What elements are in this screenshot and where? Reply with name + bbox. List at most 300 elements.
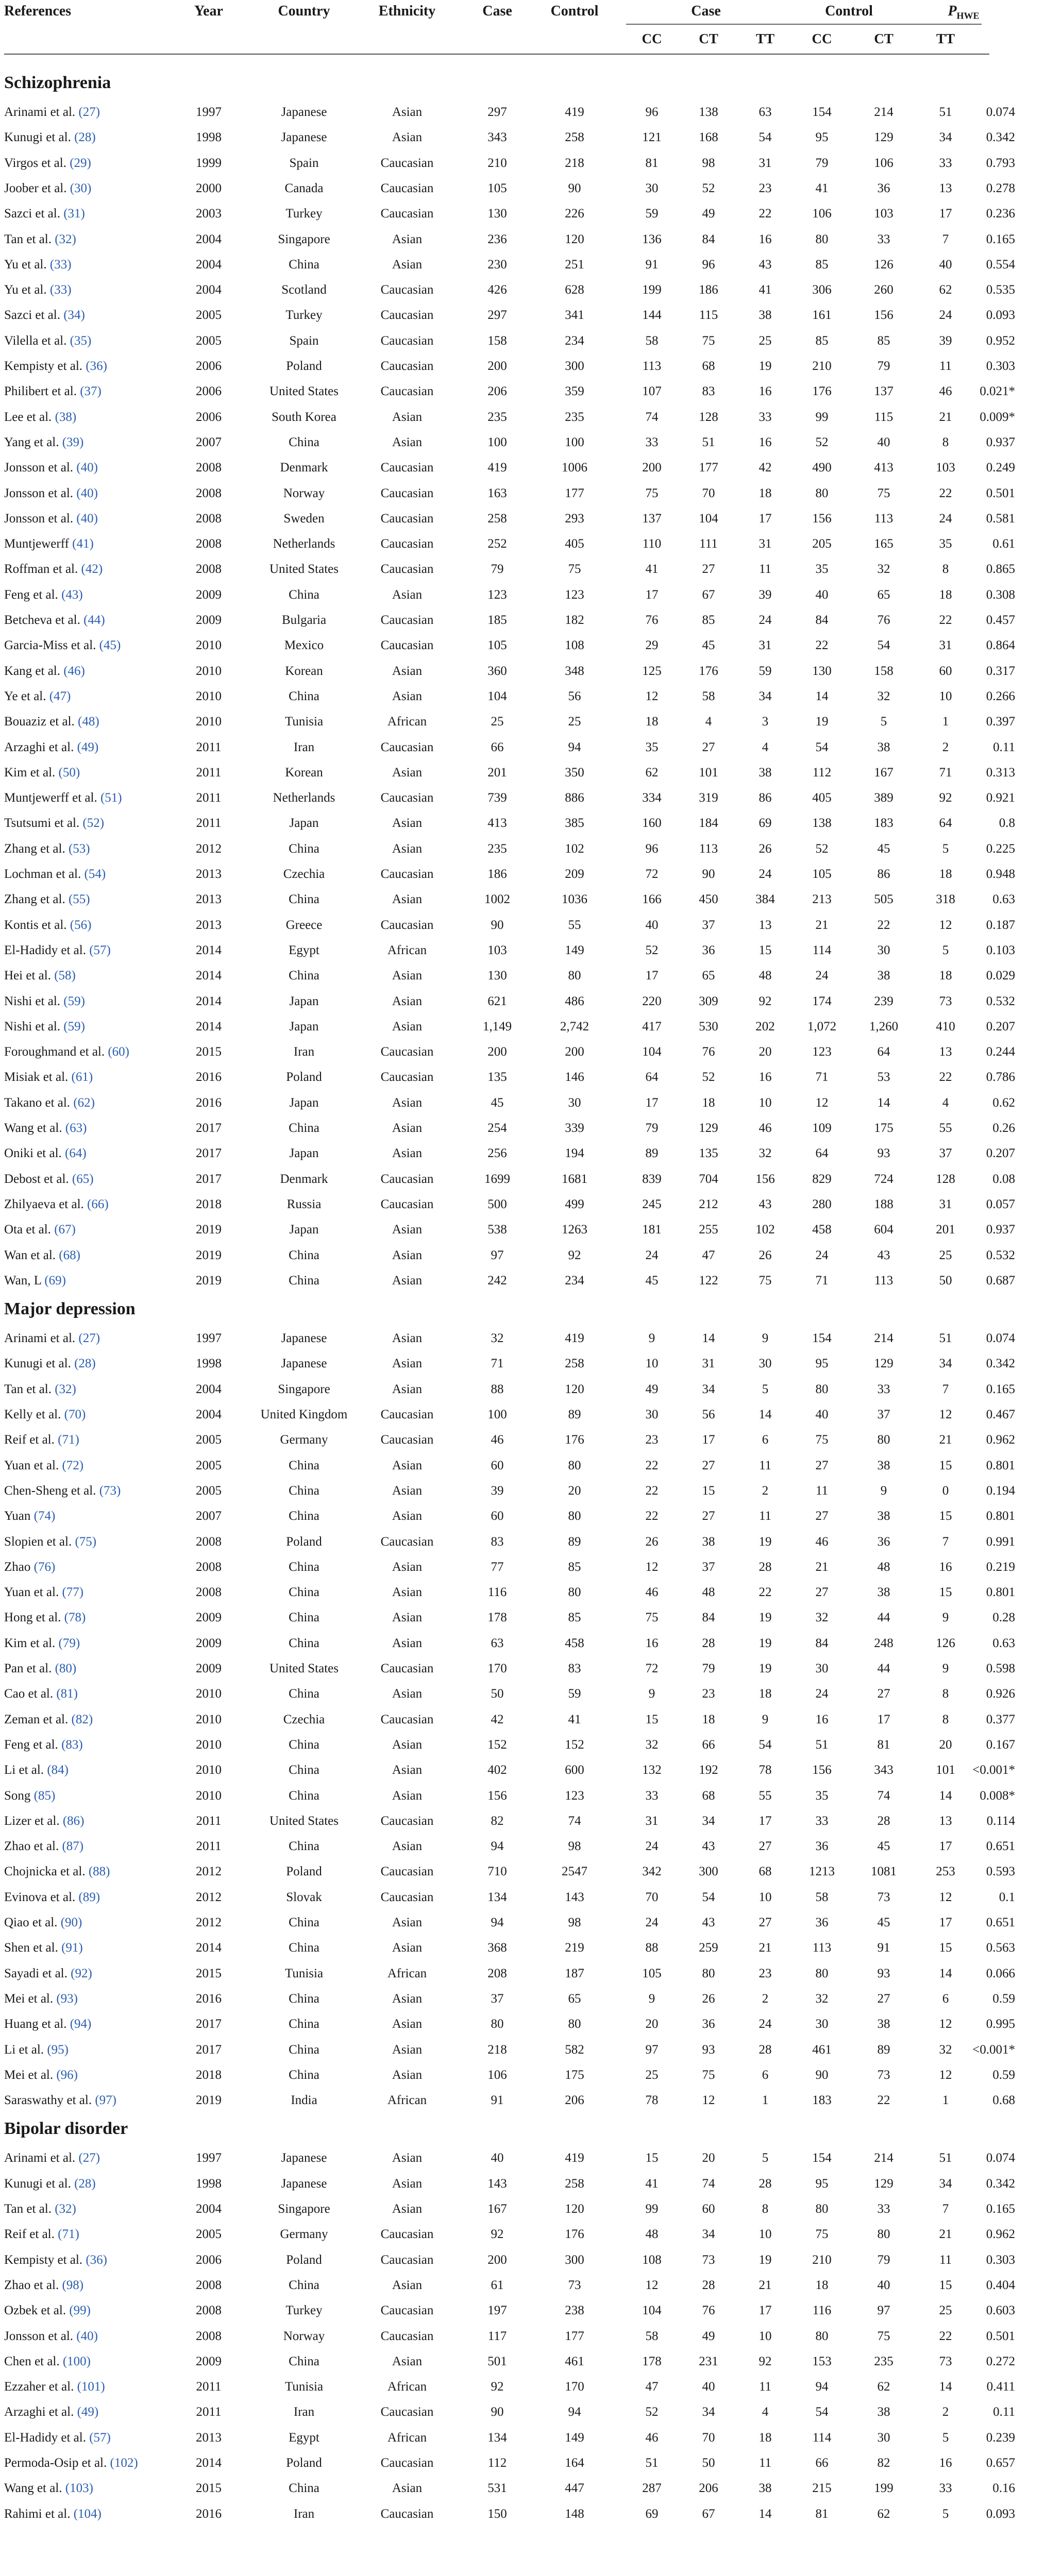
citation-link[interactable]: (71) (58, 2227, 79, 2242)
table-row (0, 252, 1045, 278)
cell-ct2: 38 (877, 1458, 890, 1472)
cell-tt2: 14 (939, 1788, 952, 1803)
cell-tt1: 11 (759, 1458, 772, 1472)
cell-p: 0.114 (986, 1814, 1015, 1828)
cell-case: 42 (491, 1712, 504, 1726)
citation-link[interactable]: (70) (64, 1408, 86, 1421)
cell-cc2: 24 (815, 969, 829, 983)
citation-link[interactable]: (28) (74, 1357, 96, 1371)
cell-country: China (289, 841, 319, 856)
cell-cc1: 72 (645, 1662, 659, 1675)
cell-cc1: 62 (645, 765, 659, 779)
citation-link[interactable]: (40) (76, 461, 98, 475)
cell-case: 197 (487, 2303, 507, 2318)
citation-link[interactable]: (77) (62, 1585, 84, 1600)
cell-ct1: 450 (699, 892, 718, 907)
cell-ct1: 67 (702, 587, 715, 602)
cell-ct2: 45 (877, 1916, 890, 1929)
citation-link[interactable]: (60) (108, 1045, 130, 1059)
reference-cell (4, 1732, 83, 1758)
cell-ct1: 43 (702, 1839, 715, 1854)
cell-cc1: 199 (642, 283, 662, 297)
cell-cc2: 30 (815, 2017, 829, 2031)
citation-link[interactable]: (89) (78, 1890, 100, 1904)
citation-link[interactable]: (39) (62, 435, 84, 449)
section-title: Major depression (4, 1299, 136, 1319)
citation-link[interactable]: (30) (70, 181, 92, 195)
cell-cc2: 215 (812, 2481, 832, 2496)
cell-year: 2009 (196, 1611, 222, 1625)
cell-ct2: 73 (877, 1890, 890, 1904)
cell-country: Spain (289, 333, 319, 348)
reference-cell (4, 887, 90, 912)
cell-cc2: 58 (815, 1890, 829, 1904)
citation-link[interactable]: (82) (71, 1712, 93, 1726)
cell-year: 2010 (196, 715, 222, 729)
citation-link[interactable]: (31) (63, 207, 85, 221)
citation-link[interactable]: (61) (71, 1070, 93, 1084)
cell-cc1: 88 (645, 1941, 659, 1955)
cell-tt1: 48 (759, 969, 772, 983)
cell-tt2: 18 (939, 969, 952, 983)
citation-link[interactable]: (59) (63, 994, 85, 1008)
citation-link[interactable]: (102) (110, 2456, 138, 2470)
table-row (0, 989, 1045, 1014)
cell-year: 2004 (196, 257, 222, 272)
cell-year: 2007 (196, 435, 222, 449)
cell-cc2: 79 (815, 156, 829, 170)
citation-link[interactable]: (84) (47, 1763, 69, 1777)
cell-case: 167 (487, 2202, 507, 2216)
citation-link[interactable]: (99) (69, 2303, 91, 2318)
citation-link[interactable]: (95) (47, 2042, 69, 2057)
author: Lee et al. (4, 410, 52, 424)
cell-case: 531 (487, 2481, 507, 2496)
author: Lizer et al. (4, 1814, 60, 1828)
cell-year: 2008 (196, 2278, 222, 2292)
cell-cc1: 22 (645, 1483, 659, 1498)
cell-ct1: 76 (702, 2303, 715, 2318)
table-row (0, 1986, 1045, 2012)
table-row (0, 760, 1045, 786)
cell-case: 123 (487, 587, 507, 602)
cell-country: India (291, 2093, 317, 2108)
citation-link[interactable]: (93) (56, 1991, 78, 2006)
author: Reif et al. (4, 2227, 55, 2242)
cell-ct2: 38 (877, 1509, 890, 1523)
citation-link[interactable]: (81) (56, 1687, 78, 1701)
cell-p: 0.937 (986, 1223, 1015, 1237)
citation-link[interactable]: (86) (62, 1814, 85, 1828)
cell-case: 256 (487, 1146, 507, 1161)
cell-case: 130 (487, 969, 507, 983)
cell-tt1: 28 (759, 1560, 772, 1574)
cell-eth: Asian (392, 969, 423, 983)
cell-control: 582 (565, 2042, 584, 2057)
cell-p: 0.554 (986, 257, 1015, 272)
cell-eth: Asian (392, 1483, 423, 1498)
citation-link[interactable]: (56) (70, 918, 92, 932)
cell-cc1: 110 (642, 537, 662, 551)
cell-tt2: 5 (942, 2506, 949, 2521)
cell-country: China (289, 1248, 319, 1262)
citation-link[interactable]: (72) (62, 1458, 84, 1472)
citation-link[interactable]: (48) (78, 715, 99, 729)
citation-link[interactable]: (94) (70, 2017, 92, 2031)
table-row (0, 1478, 1045, 1504)
citation-link[interactable]: (55) (68, 892, 90, 907)
cell-cc1: 20 (645, 2017, 659, 2031)
citation-link[interactable]: (36) (86, 2252, 107, 2267)
reference-cell (4, 1402, 86, 1428)
citation-link[interactable]: (41) (72, 537, 94, 551)
cell-cc2: 36 (815, 1916, 829, 1929)
cell-control: 339 (565, 1121, 584, 1135)
author: Yu et al. (4, 283, 47, 297)
cell-control: 258 (565, 130, 584, 145)
cell-country: Japanese (281, 130, 327, 145)
cell-tt2: 2 (942, 740, 949, 754)
table-row (0, 1580, 1045, 1605)
cell-tt1: 19 (759, 359, 772, 373)
cell-eth: Caucasian (380, 537, 434, 551)
table-row (0, 556, 1045, 582)
cell-ct2: 214 (874, 1331, 894, 1346)
cell-tt1: 5 (762, 1382, 769, 1396)
cell-eth: African (387, 2380, 427, 2394)
citation-link[interactable]: (40) (76, 486, 98, 500)
cell-cc1: 64 (645, 1070, 659, 1084)
citation-link[interactable]: (63) (65, 1121, 87, 1135)
cell-ct1: 186 (699, 283, 718, 297)
cell-ct2: 36 (877, 181, 890, 195)
cell-control: 359 (565, 384, 584, 399)
cell-tt1: 75 (759, 1273, 772, 1287)
author: Chojnicka et al. (4, 1865, 86, 1879)
citation-link[interactable]: (47) (49, 689, 71, 703)
citation-link[interactable]: (80) (55, 1662, 77, 1675)
cell-country: Japanese (281, 1357, 327, 1371)
cell-year: 2013 (196, 918, 222, 932)
cell-country: Mexico (284, 638, 324, 653)
cell-cc1: 839 (642, 1172, 662, 1186)
citation-link[interactable]: (34) (63, 308, 85, 323)
cell-case: 79 (491, 562, 504, 577)
citation-link[interactable]: (40) (76, 511, 98, 526)
author: Ota et al. (4, 1223, 51, 1237)
cell-ct1: 52 (702, 181, 715, 195)
citation-link[interactable]: (27) (78, 105, 100, 119)
cell-year: 2010 (196, 1763, 222, 1777)
cell-year: 2015 (196, 2481, 222, 2496)
cell-control: 234 (565, 1273, 584, 1287)
citation-link[interactable]: (49) (77, 2405, 99, 2419)
citation-link[interactable]: (57) (89, 943, 111, 957)
cell-control: 350 (565, 765, 584, 779)
cell-eth: Caucasian (380, 2456, 434, 2470)
author: Oniki et al. (4, 1146, 62, 1161)
cell-ct1: 192 (699, 1763, 718, 1777)
citation-link[interactable]: (90) (60, 1916, 82, 1929)
cell-p: 0.11 (993, 2405, 1015, 2419)
citation-link[interactable]: (33) (49, 283, 72, 297)
cell-tt1: 33 (759, 410, 772, 424)
citation-link[interactable]: (37) (80, 384, 102, 399)
author: Kunugi et al. (4, 1357, 71, 1371)
cell-year: 2008 (196, 1534, 222, 1549)
citation-link[interactable]: (101) (77, 2380, 105, 2394)
cell-ct1: 36 (702, 943, 715, 957)
citation-link[interactable]: (27) (78, 1331, 100, 1346)
cell-eth: Caucasian (380, 2227, 434, 2242)
citation-link[interactable]: (52) (82, 816, 105, 831)
citation-link[interactable]: (64) (65, 1146, 87, 1161)
citation-link[interactable]: (104) (73, 2506, 102, 2521)
cell-p: 0.278 (986, 181, 1015, 195)
table-row (0, 1605, 1045, 1631)
cell-year: 2009 (196, 1662, 222, 1675)
cell-control: 94 (568, 740, 581, 754)
cell-case: 218 (487, 2042, 507, 2057)
citation-link[interactable]: (87) (62, 1839, 84, 1854)
reference-cell (4, 2247, 107, 2273)
citation-link[interactable]: (28) (74, 2176, 96, 2191)
citation-link[interactable]: (38) (55, 410, 77, 424)
citation-link[interactable]: (59) (63, 1019, 85, 1033)
cell-tt2: 8 (942, 435, 949, 449)
reference-cell (4, 1115, 87, 1141)
cell-case: 66 (491, 740, 504, 754)
reference-cell (4, 1268, 66, 1294)
cell-ct2: 44 (877, 1611, 890, 1625)
cell-year: 1998 (196, 2176, 222, 2191)
cell-tt1: 21 (759, 2278, 772, 2292)
citation-link[interactable]: (92) (71, 1966, 92, 1980)
cell-ct2: 137 (874, 384, 894, 399)
cell-p: 0.236 (986, 207, 1015, 221)
cell-p: 0.093 (986, 308, 1015, 323)
citation-link[interactable]: (100) (62, 2354, 91, 2368)
cell-cc1: 97 (645, 2042, 659, 2057)
reference-cell (4, 810, 104, 836)
cell-eth: Asian (392, 1560, 423, 1574)
author: Wang et al. (4, 2481, 62, 2496)
cell-cc1: 41 (645, 2176, 659, 2191)
cell-eth: Asian (392, 2202, 423, 2216)
cell-p: 0.08 (992, 1172, 1015, 1186)
cell-tt1: 14 (759, 1408, 772, 1421)
cell-country: China (289, 2354, 319, 2368)
citation-link[interactable]: (58) (54, 969, 76, 983)
citation-link[interactable]: (85) (33, 1788, 56, 1803)
header-subrule (626, 24, 982, 25)
cell-ct2: 14 (877, 1095, 890, 1110)
citation-link[interactable]: (75) (75, 1534, 97, 1549)
author: Jonsson et al. (4, 511, 74, 526)
cell-year: 2011 (196, 1814, 222, 1828)
cell-eth: Caucasian (380, 1534, 434, 1549)
citation-link[interactable]: (69) (44, 1273, 66, 1287)
citation-link[interactable]: (35) (70, 333, 92, 348)
cell-ct1: 34 (702, 1382, 715, 1396)
citation-link[interactable]: (32) (55, 2202, 76, 2216)
table-row (0, 2273, 1045, 2298)
citation-link[interactable]: (44) (83, 613, 105, 627)
citation-link[interactable]: (88) (88, 1865, 110, 1879)
cell-ct2: 38 (877, 2405, 890, 2419)
cell-cc2: 16 (815, 1712, 829, 1726)
cell-tt1: 38 (759, 2481, 772, 2496)
cell-tt1: 16 (759, 435, 772, 449)
reference-cell (4, 1529, 96, 1555)
cell-ct2: 604 (874, 1223, 894, 1237)
citation-link[interactable]: (32) (55, 1382, 76, 1396)
citation-link[interactable]: (66) (87, 1197, 109, 1211)
cell-year: 2014 (196, 1019, 222, 1033)
cell-cc1: 48 (645, 2227, 659, 2242)
cell-case: 538 (487, 1223, 507, 1237)
cell-year: 2012 (196, 1916, 222, 1929)
cell-case: 143 (487, 2176, 507, 2191)
cell-p: 0.532 (986, 1248, 1015, 1262)
reference-cell (4, 1808, 84, 1834)
cell-country: Japanese (281, 105, 327, 119)
cell-ct1: 37 (702, 1560, 715, 1574)
cell-control: 25 (568, 715, 581, 729)
citation-link[interactable]: (49) (77, 740, 99, 754)
cell-year: 2010 (196, 638, 222, 653)
table-row (0, 2196, 1045, 2222)
citation-link[interactable]: (27) (78, 2151, 100, 2165)
cell-cc1: 12 (645, 2278, 659, 2292)
cell-tt2: 13 (939, 1045, 952, 1059)
citation-link[interactable]: (83) (61, 1737, 83, 1752)
citation-link[interactable]: (51) (100, 791, 122, 805)
cell-control: 56 (568, 689, 581, 703)
author: Bouaziz et al. (4, 715, 75, 729)
citation-link[interactable]: (33) (49, 257, 72, 272)
cell-tt2: 37 (939, 1146, 952, 1161)
cell-control: 341 (565, 308, 584, 323)
citation-link[interactable]: (53) (68, 841, 90, 856)
citation-link[interactable]: (96) (56, 2067, 78, 2082)
table-row (0, 328, 1045, 354)
reference-cell (4, 1783, 55, 1809)
citation-link[interactable]: (67) (54, 1223, 76, 1237)
cell-cc2: 64 (815, 1146, 829, 1161)
cell-tt1: 11 (759, 2380, 772, 2394)
cell-year: 2013 (196, 2430, 222, 2445)
citation-link[interactable]: (46) (63, 664, 85, 678)
author: Wang et al. (4, 1121, 62, 1135)
citation-link[interactable]: (76) (33, 1560, 56, 1574)
cell-case: 178 (487, 1611, 507, 1625)
table-row (0, 481, 1045, 506)
cell-p: 0.021* (980, 384, 1015, 399)
cell-case: 501 (487, 2354, 507, 2368)
citation-link[interactable]: (73) (99, 1483, 121, 1498)
cell-tt1: 27 (759, 1839, 772, 1854)
citation-link[interactable]: (45) (99, 638, 121, 653)
cell-case: 150 (487, 2506, 507, 2521)
citation-link[interactable]: (68) (59, 1248, 80, 1262)
reference-cell (4, 2450, 138, 2476)
author: Tan et al. (4, 232, 52, 246)
cell-control: 148 (565, 2506, 584, 2521)
cell-p: 0.991 (986, 1534, 1015, 1549)
cell-eth: Asian (392, 1991, 423, 2006)
cell-p: 0.1 (999, 1890, 1015, 1904)
citation-link[interactable]: (62) (73, 1095, 95, 1110)
cell-cc1: 69 (645, 2506, 659, 2521)
citation-link[interactable]: (65) (72, 1172, 94, 1186)
citation-link[interactable]: (78) (64, 1611, 86, 1625)
author: Chen-Sheng et al. (4, 1483, 96, 1498)
cell-case: 60 (491, 1509, 504, 1523)
citation-link[interactable]: (36) (86, 359, 107, 373)
citation-link[interactable]: (54) (84, 867, 106, 881)
reference-cell (4, 633, 121, 658)
citation-link[interactable]: (98) (62, 2278, 84, 2292)
cell-p: 0.16 (992, 2481, 1015, 2496)
cell-eth: Caucasian (380, 333, 434, 348)
cell-eth: Asian (392, 1382, 423, 1396)
table-row (0, 455, 1045, 481)
cell-cc1: 32 (645, 1737, 659, 1752)
cell-country: China (289, 2481, 319, 2496)
cell-country: Korean (285, 664, 323, 678)
cell-case: 39 (491, 1483, 504, 1498)
reference-cell (4, 1707, 93, 1733)
cell-ct2: 37 (877, 1408, 890, 1421)
cell-control: 149 (565, 943, 584, 957)
cell-cc2: 24 (815, 1248, 829, 1262)
cell-p: 0.501 (986, 486, 1015, 500)
cell-cc1: 125 (642, 664, 662, 678)
cell-tt2: 0 (942, 1483, 949, 1498)
cell-p: 0.657 (986, 2456, 1015, 2470)
citation-link[interactable]: (97) (95, 2093, 116, 2108)
cell-cc1: 74 (645, 410, 659, 424)
reference-cell (4, 1427, 79, 1453)
cell-control: 94 (568, 2405, 581, 2419)
citation-link[interactable]: (103) (65, 2481, 93, 2496)
cell-case: 236 (487, 232, 507, 246)
citation-link[interactable]: (91) (61, 1941, 83, 1955)
cell-country: Poland (286, 1534, 322, 1549)
cell-tt2: 17 (939, 207, 952, 221)
citation-link[interactable]: (42) (81, 562, 103, 577)
citation-link[interactable]: (40) (76, 2329, 98, 2343)
cell-year: 2019 (196, 1273, 222, 1287)
citation-link[interactable]: (71) (58, 1433, 79, 1447)
citation-link[interactable]: (79) (58, 1636, 80, 1650)
cell-cc2: 123 (812, 1045, 832, 1059)
citation-link[interactable]: (43) (61, 587, 83, 602)
author: Kempisty et al. (4, 2252, 83, 2267)
cell-control: 182 (565, 613, 584, 627)
citation-link[interactable]: (57) (89, 2430, 111, 2445)
citation-link[interactable]: (50) (58, 765, 80, 779)
cell-case: 100 (487, 1408, 507, 1421)
citation-link[interactable]: (32) (55, 232, 76, 246)
cell-eth: Asian (392, 1839, 423, 1854)
citation-link[interactable]: (74) (33, 1509, 56, 1523)
citation-link[interactable]: (28) (74, 130, 96, 145)
cell-country: Iran (293, 2506, 315, 2521)
citation-link[interactable]: (29) (70, 156, 91, 170)
cell-tt2: 9 (942, 1662, 949, 1675)
